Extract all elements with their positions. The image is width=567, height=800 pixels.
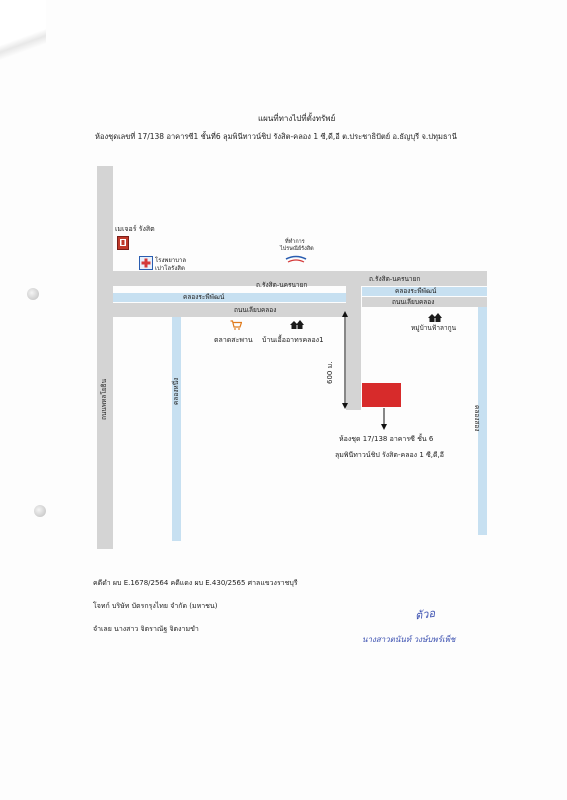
label-village: หมู่บ้านฟ้าลากูน (411, 324, 457, 332)
label-property-line1: ห้องชุด 17/138 อาคารซี ชั้น 6 (339, 435, 434, 443)
signature-mark: ตัวอ (414, 606, 436, 623)
property-pointer-arrow (380, 408, 388, 430)
post-office-icon (285, 255, 307, 264)
punch-hole-top (27, 288, 39, 300)
canal-raphiphat-left (113, 293, 346, 302)
label-main-road-left: ถ.รังสิต-นครนายก (256, 281, 308, 289)
label-post-office-line1: ที่ทำการ (285, 239, 305, 245)
hospital-icon (139, 256, 153, 270)
signature-name: นางสาวตนันท์ วงษ์บพร์เพ็ช (362, 635, 456, 644)
label-hospital: โรงพยาบาล เปาโลรังสิต (155, 257, 187, 272)
village-icon (428, 312, 442, 322)
punch-hole-bottom (34, 505, 46, 517)
label-khlong-nueng: คลองหนึ่ง (172, 377, 180, 405)
label-major-rangsit: เมเจอร์ รังสิต (115, 225, 155, 233)
distance-arrow (340, 310, 350, 410)
case-plaintiff: โจทก์ บริษัท บัตรกรุงไทย จำกัด (มหาชน) (93, 602, 218, 610)
housing-icon (290, 319, 304, 329)
label-property-line2: ลุมพินีทาวน์ชิป รังสิต-คลอง 1 ซี,ดี,อี (335, 451, 444, 459)
cart-icon (230, 320, 242, 330)
label-phahonyothin: ถนนพหลโยธิน (100, 378, 108, 420)
label-housing1: บ้านเอื้ออาทรคลอง1 (262, 336, 324, 344)
label-post-office-line2: ไปรษณีย์รังสิต (280, 246, 314, 252)
cinema-icon (117, 236, 129, 250)
label-canal-road-right: ถนนเลียบคลอง (392, 298, 435, 306)
property-marker (362, 383, 401, 407)
folded-corner (0, 0, 46, 84)
case-numbers: คดีดำ ผบ E.1678/2564 คดีแดง ผบ E.430/2565 ศาลแขวงราชบุรี (93, 579, 298, 587)
label-main-road-right: ถ.รังสิต-นครนายก (369, 275, 421, 283)
canal-khlong-nueng (172, 317, 181, 541)
label-market: ตลาดสะพาน (214, 336, 253, 344)
label-canal-right: คลองระพีพัฒน์ (395, 287, 437, 295)
road-canal-side-left (113, 303, 346, 317)
label-distance: 600 ม. (326, 361, 334, 384)
property-address: ห้องชุดเลขที่ 17/138 อาคารซี1 ชั้นที่6 ลุมพินีทาวน์ชิป รังสิต-คลอง 1 ซี,ดี,อี ต.ประชาธิปัตย์ อ.ธัญบุรี จ.ปทุมธานี (95, 132, 457, 141)
road-phahonyothin (97, 166, 113, 549)
map-title: แผนที่ทางไปที่ตั้งทรัพย์ (258, 114, 336, 123)
label-canal-road-left: ถนนเลียบคลอง (234, 306, 277, 314)
label-canal-left: คลองระพีพัฒน์ (183, 293, 225, 301)
label-khlong-song: คลองสอง (473, 405, 481, 432)
case-defendant: จำเลย นางสาว จิตราณัฐ จิตงามขำ (93, 625, 199, 633)
